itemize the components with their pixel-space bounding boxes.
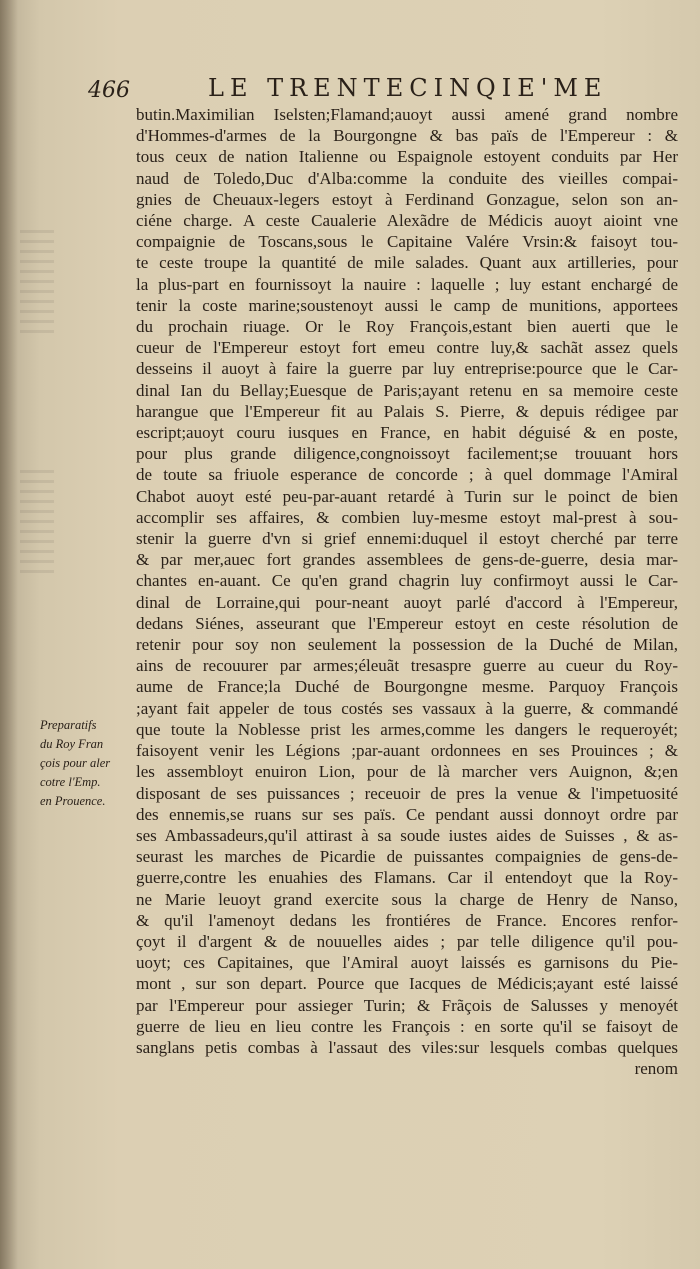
text-line: aume de France;la Duché de Bourgongne mesme. Parquoy François [136,677,678,697]
text-line: de toute sa friuole esperance de concorde ; à quel dommage l'Amiral [136,465,678,485]
text-line: par l'Empereur pour assieger Turin; & Frãçois de Salusses y menoyét [136,995,678,1015]
margin-note-line: en Prouence. [40,794,106,808]
bleed-through-mark [20,470,54,580]
text-line: du prochain riuage. Or le Roy François,estant bien auerti que le [136,317,678,337]
text-line: des ennemis,se ruans sur ses païs. Ce pendant aussi donnoyt ordre par [136,804,678,824]
text-line: dedans Siénes, asseurant que l'Empereur estoyt en ceste résolution de [136,613,678,633]
text-line: pour plus grande diligence,congnoissoyt facilement;se trouuant hors [136,444,678,464]
text-line: sanglans petis combas à l'assaut des viles:sur lesquels combas quelques [136,1037,678,1057]
text-line: retenir pour soy non seulement la possession de la Duché de Milan, [136,635,678,655]
text-line: dinal de Lorraine,qui pour-neant auoyt parlé d'accord à l'Empereur, [136,592,678,612]
margin-note-line: Preparatifs [40,718,97,732]
text-line: ses Ambassadeurs,qu'il attirast à sa soude iustes aides de Suisses , & as- [136,825,678,845]
text-line: naud de Toledo,Duc d'Alba:comme la conduite des vieilles compai- [136,168,678,188]
margin-note-line: du Roy Fran [40,737,104,751]
text-line: Chabot auoyt esté peu-par-auant retardé à Turin sur le poinct de bien [136,486,678,506]
running-head: LE TRENTECINQIE'ME [208,74,608,102]
margin-note [40,716,132,811]
text-line: te ceste troupe la quantité de mile salades. Quant aux artilleries, pour [136,253,678,273]
text-line: cueur de l'Empereur estoyt fort emeu contre luy,& sachãt assez quels [136,338,678,358]
text-line: chantes en-auant. Ce qu'en grand chagrin luy confirmoyt aussi le Car- [136,571,678,591]
text-line: ains de recouurer par armes;éleuãt tresaspre guerre au cueur du Roy- [136,656,678,676]
text-line: tenir la coste marine;soustenoyt aussi le camp de munitions, apportees [136,295,678,315]
text-line: stenir la guerre d'vn si grief ennemi:duquel il estoyt cherché par terre [136,529,678,549]
text-line: compaignie de Toscans,sous le Capitaine Valére Vrsin:& faisoyt tou- [136,232,678,252]
text-line: accomplir ses affaires, & combien luy-mesme estoyt mal-prest à sou- [136,507,678,527]
text-line: escript;auoyt couru iusques en France, en habit déguisé & en poste, [136,423,678,443]
text-line: disposant de ses puissances ; receuoir de pres la venue & l'impetuosité [136,783,678,803]
text-line: faisoyent venir les Légions ;par-auant ordonnees en ses Prouinces ; & [136,741,678,761]
text-line: & qu'il l'amenoyt dedans les frontiéres de France. Encores renfor- [136,910,678,930]
text-line: la plus-part en fournissoyt la nauire : laquelle ; luy estant enchargé de [136,274,678,294]
text-line: les assembloyt enuiron Lion, pour de là marcher vers Auignon, &;en [136,762,678,782]
text-line: uoyt; ces Capitaines, que l'Amiral auoyt laissés es garnisons du Pie- [136,953,678,973]
text-line: renom [634,1059,678,1079]
text-line: mont , sur son depart. Pource que Iacques de Médicis;ayant esté laissé [136,974,678,994]
margin-note-line: çois pour aler [40,756,111,770]
text-line: que toute la Noblesse prist les armes,comme les dangers le requeroyét; [136,719,678,739]
text-line: dinal Ian du Bellay;Euesque de Paris;ayant retenu en sa memoire ceste [136,380,678,400]
page-number: 466 [88,78,130,103]
text-line: butin.Maximilian Iselsten;Flamand;auoyt aussi amené grand nombre [136,105,678,124]
margin-note-line: cotre l'Emp. [40,775,101,789]
text-line: ;ayant fait appeler de tous costés ses vassaux à la guerre, & commandé [136,698,678,718]
text-line: & par mer,auec fort grandes assemblees de gens-de-guerre, desia mar- [136,550,678,570]
text-line: gnies de Cheuaux-legers estoyt à Ferdinand Gonzague, selon son an- [136,189,678,209]
bleed-through-mark [20,230,54,340]
text-line: desseins il auoyt à faire la guerre par luy entreprise:pource que le Car- [136,359,678,379]
text-line: guerre de lieu en lieu contre les François : en sorte qu'il se faisoyt de [136,1016,678,1036]
page-header [88,74,648,106]
body-text [136,104,678,1079]
text-line: ciéne charge. A ceste Caualerie Alexãdre de Médicis auoyt aioint vne [136,211,678,231]
text-line: ne Marie leuoyt grand exercite sous la charge de Henry de Nanso, [136,889,678,909]
text-line: seurast les marches de Picardie de puissantes compaignies de gens-de- [136,847,678,867]
gutter-shadow [0,0,18,1269]
text-line: çoyt il d'argent & de nouuelles aides ; par telle diligence qu'il pou- [136,931,678,951]
text-line: d'Hommes-d'armes de la Bourgongne & bas païs de l'Empereur : & [136,126,678,146]
text-line: tous ceux de nation Italienne ou Espaignole estoyent conduits par Her [136,147,678,167]
text-line: guerre,contre les enuahies des Flamans. Car il entendoyt que la Roy- [136,868,678,888]
text-line: harangue que l'Empereur fit au Palais S. Pierre, & depuis rédigee par [136,401,678,421]
